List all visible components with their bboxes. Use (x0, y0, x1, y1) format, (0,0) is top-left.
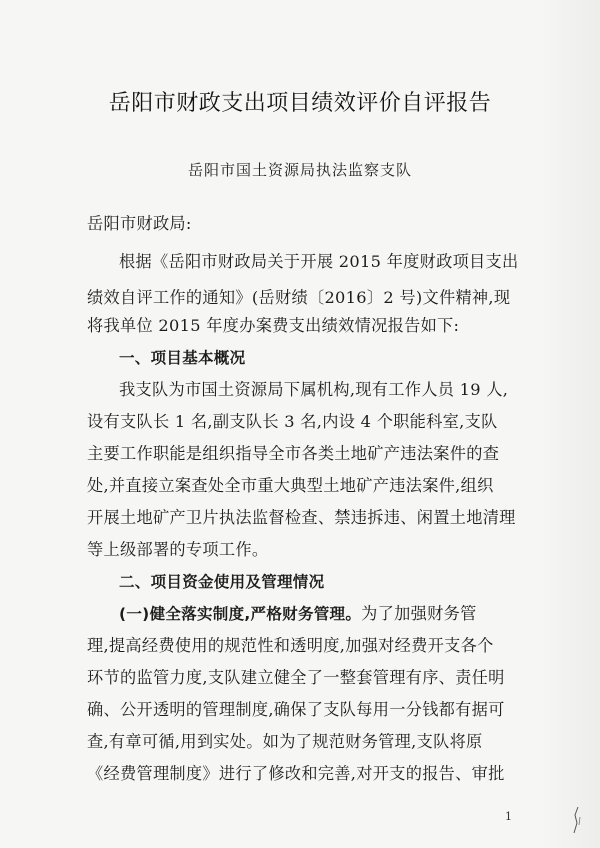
paragraph-line (119, 604, 477, 624)
page-number: 1 (505, 810, 512, 823)
document-subtitle: 岳阳市国土资源局执法监察支队 (187, 161, 412, 179)
paragraph-line: 我支队为市国土资源局下属机构,现有工作人员 19 人, (119, 380, 509, 399)
paragraph-line: 查,有章可循,用到实处。如为了规范财务管理,支队将原 (87, 732, 483, 751)
paragraph-line: 《经费管理制度》进行了修改和完善,对开支的报告、审批 (87, 764, 505, 783)
subsection-heading: (一)健全落实制度,严格财务管理。 (119, 605, 362, 623)
scan-mark (570, 805, 582, 835)
salutation: 岳阳市财政局: (87, 214, 192, 233)
paragraph-line: 理,提高经费使用的规范性和透明度,加强对经费开支各个 (87, 636, 494, 655)
paragraph-line: 根据《岳阳市财政局关于开展 2015 年度财政项目支出 (119, 252, 519, 271)
paragraph-line: 环节的监管力度,支队建立健全了一整套管理有序、责任明 (87, 668, 505, 687)
page-edge-shadow (540, 0, 600, 848)
paragraph-line: 绩效自评工作的通知》(岳财绩〔2016〕2 号)文件精神,现 (87, 288, 511, 307)
document-title: 岳阳市财政支出项目绩效评价自评报告 (108, 91, 492, 116)
paragraph-line: 主要工作职能是组织指导全市各类土地矿产违法案件的查 (87, 444, 500, 463)
paragraph-line: 开展土地矿产卫片执法监督检查、禁违拆违、闲置土地清理 (87, 508, 516, 527)
paragraph-line: 处,并直接立案查处全市重大典型土地矿产违法案件,组织 (87, 476, 494, 495)
section-heading: 二、项目资金使用及管理情况 (119, 573, 325, 591)
paragraph-text: 为了加强财务管 (361, 604, 477, 623)
paragraph-line: 等上级部署的专项工作。 (87, 540, 269, 559)
paragraph-line: 确、公开透明的管理制度,确保了支队每用一分钱都有据可 (87, 700, 505, 719)
paragraph-line: 设有支队长 1 名,副支队长 3 名,内设 4 个职能科室,支队 (87, 412, 498, 431)
section-heading: 一、项目基本概况 (119, 349, 246, 367)
paragraph-line: 将我单位 2015 年度办案费支出绩效情况报告如下: (87, 316, 460, 335)
